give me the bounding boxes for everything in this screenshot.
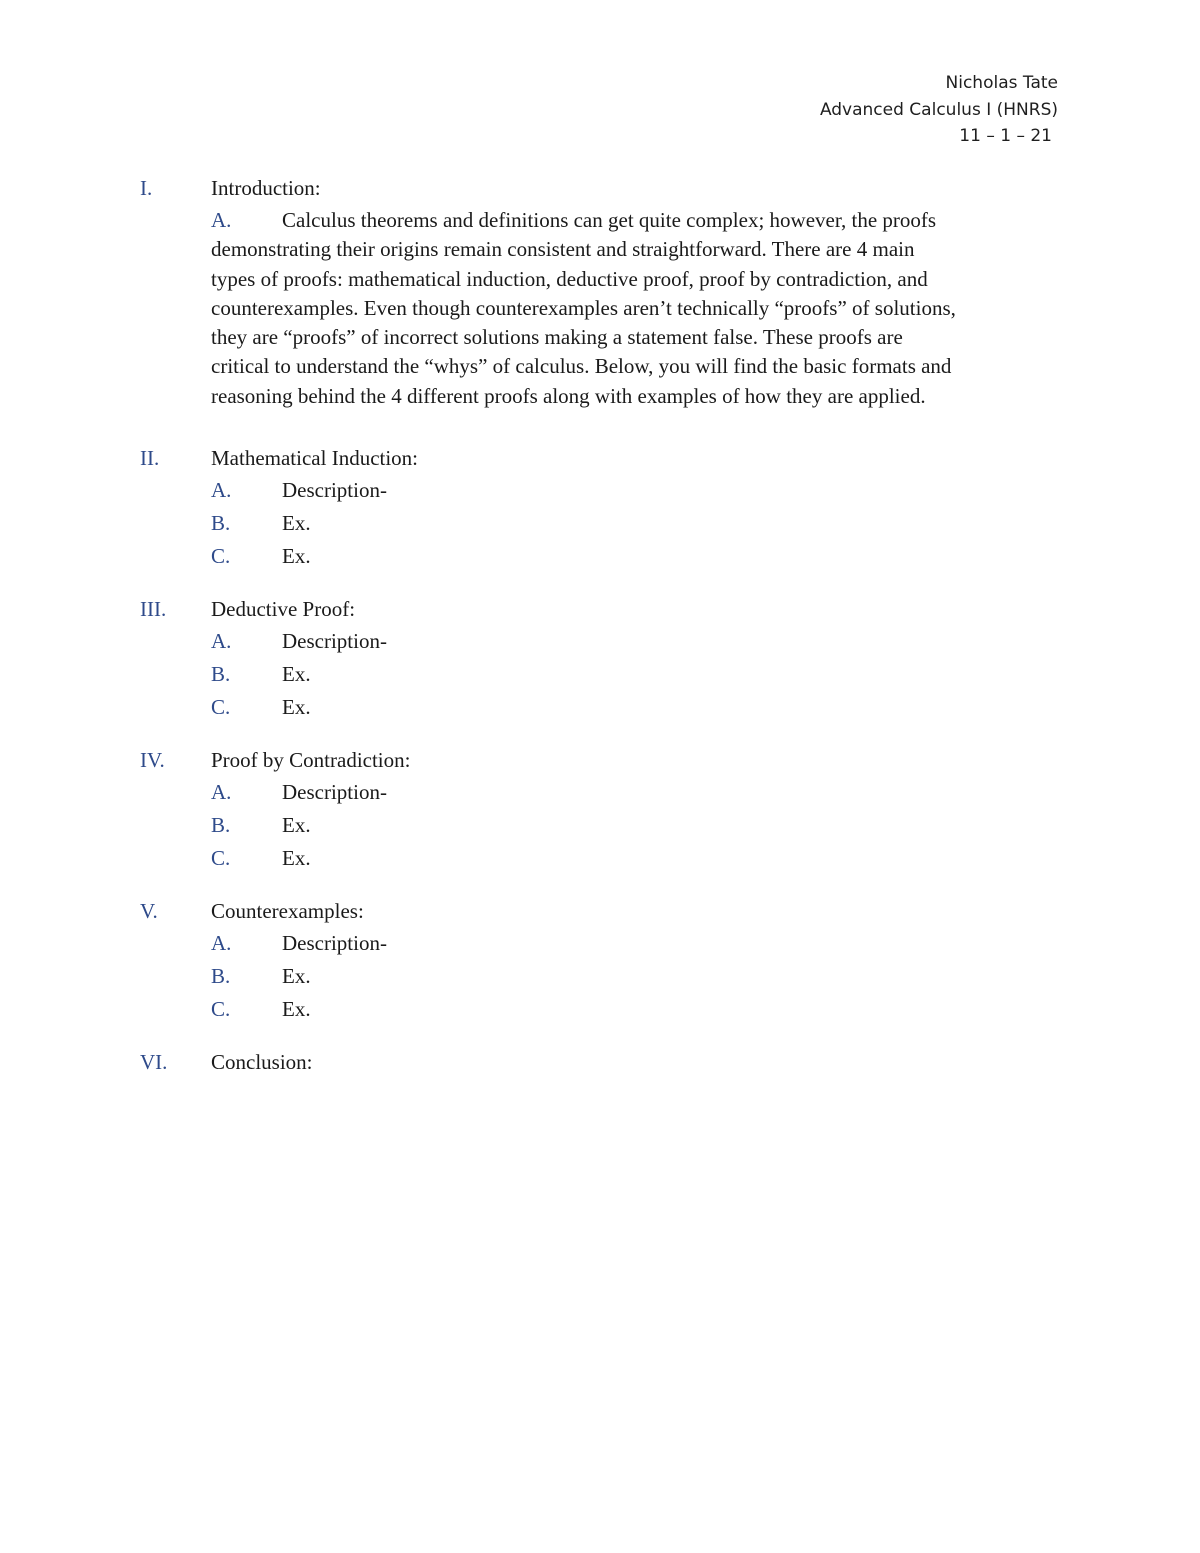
- outline-section-deductive-proof: [0, 593, 1200, 724]
- outline-section-introduction: [0, 172, 1200, 411]
- subsection-text: Ex.: [282, 846, 311, 871]
- subsection-letter: B.: [211, 964, 231, 989]
- subsection-item: [0, 625, 1200, 658]
- subsection-text: Description-: [282, 629, 387, 654]
- subsection-letter: A.: [211, 780, 232, 805]
- section-numeral: VI.: [140, 1050, 168, 1075]
- subsection-item: [0, 776, 1200, 809]
- section-title: Proof by Contradiction:: [211, 748, 411, 773]
- subsection-item: [0, 842, 1200, 875]
- subsection-text: Description-: [282, 780, 387, 805]
- section-heading: [0, 172, 1200, 204]
- section-title: Counterexamples:: [211, 899, 364, 924]
- paragraph-line: they are “proofs” of incorrect solutions making a statement false. These proofs are: [211, 325, 903, 350]
- section-title: Deductive Proof:: [211, 597, 356, 622]
- section-heading: [0, 744, 1200, 776]
- subsection-item: [0, 507, 1200, 540]
- subsection-text: Ex.: [282, 544, 311, 569]
- subsection-item: [0, 993, 1200, 1026]
- section-numeral: IV.: [140, 748, 165, 773]
- section-heading: [0, 895, 1200, 927]
- section-title: Introduction:: [211, 176, 321, 200]
- paragraph-line-text: Calculus theorems and definitions can get quite complex; however, the proofs: [282, 208, 937, 232]
- paragraph-line: [211, 206, 1056, 235]
- subsection-item: [0, 474, 1200, 507]
- document-header: [820, 70, 1058, 150]
- subsection-item: [0, 927, 1200, 960]
- subsection-letter: C.: [211, 846, 231, 871]
- subsection-letter: A.: [211, 931, 232, 956]
- outline-section-conclusion: [0, 1046, 1200, 1078]
- outline-section-proof-by-contradiction: [0, 744, 1200, 875]
- section-title: Mathematical Induction:: [211, 446, 419, 471]
- subsection-item: [0, 658, 1200, 691]
- author-name: Nicholas Tate: [945, 73, 1058, 93]
- paragraph-line: critical to understand the “whys” of calculus. Below, you will find the basic formats and: [211, 354, 952, 379]
- introduction-paragraph: [211, 204, 1056, 411]
- subsection-letter: C.: [211, 695, 231, 720]
- subsection-text: Ex.: [282, 695, 311, 720]
- subsection-item: [0, 960, 1200, 993]
- subsection-letter: B.: [211, 662, 231, 687]
- subsection-letter: C.: [211, 997, 231, 1022]
- subsection-text: Ex.: [282, 997, 311, 1022]
- subsection-text: Ex.: [282, 813, 311, 838]
- subsection-text: Description-: [282, 478, 387, 503]
- subsection-text: Description-: [282, 931, 387, 956]
- subsection-text: Ex.: [282, 511, 311, 536]
- subsection-item: [0, 540, 1200, 573]
- subsection-letter: C.: [211, 544, 231, 569]
- paragraph-line: counterexamples. Even though counterexamples aren’t technically “proofs” of solutions,: [211, 295, 956, 320]
- section-heading: [0, 593, 1200, 625]
- section-numeral: III.: [140, 597, 167, 622]
- course-title: Advanced Calculus I (HNRS): [819, 99, 1058, 120]
- subsection-letter: A.: [211, 478, 232, 503]
- subsection-item: [0, 691, 1200, 724]
- subsection-letter: A.: [211, 208, 232, 232]
- subsection-letter: B.: [211, 511, 231, 536]
- outline-section-mathematical-induction: [0, 442, 1200, 573]
- section-numeral: II.: [140, 446, 160, 471]
- section-heading: [0, 1046, 1200, 1078]
- subsection-text: Ex.: [282, 662, 311, 687]
- section-numeral: I.: [140, 176, 153, 200]
- paragraph-line: types of proofs: mathematical induction, deductive proof, proof by contradiction, and: [211, 266, 928, 291]
- paragraph-line: demonstrating their origins remain consistent and straightforward. There are 4 main: [211, 237, 915, 262]
- subsection-text: Ex.: [282, 964, 311, 989]
- outline-section-counterexamples: [0, 895, 1200, 1026]
- section-heading: [0, 442, 1200, 474]
- subsection-item: [0, 809, 1200, 842]
- section-numeral: V.: [140, 899, 158, 924]
- document-date: 11 – 1 – 21: [959, 126, 1052, 146]
- paragraph-line: reasoning behind the 4 different proofs along with examples of how they are applied.: [211, 383, 926, 408]
- subsection-letter: B.: [211, 813, 231, 838]
- subsection-letter: A.: [211, 629, 232, 654]
- outline: [0, 172, 1200, 1098]
- section-title: Conclusion:: [211, 1050, 313, 1075]
